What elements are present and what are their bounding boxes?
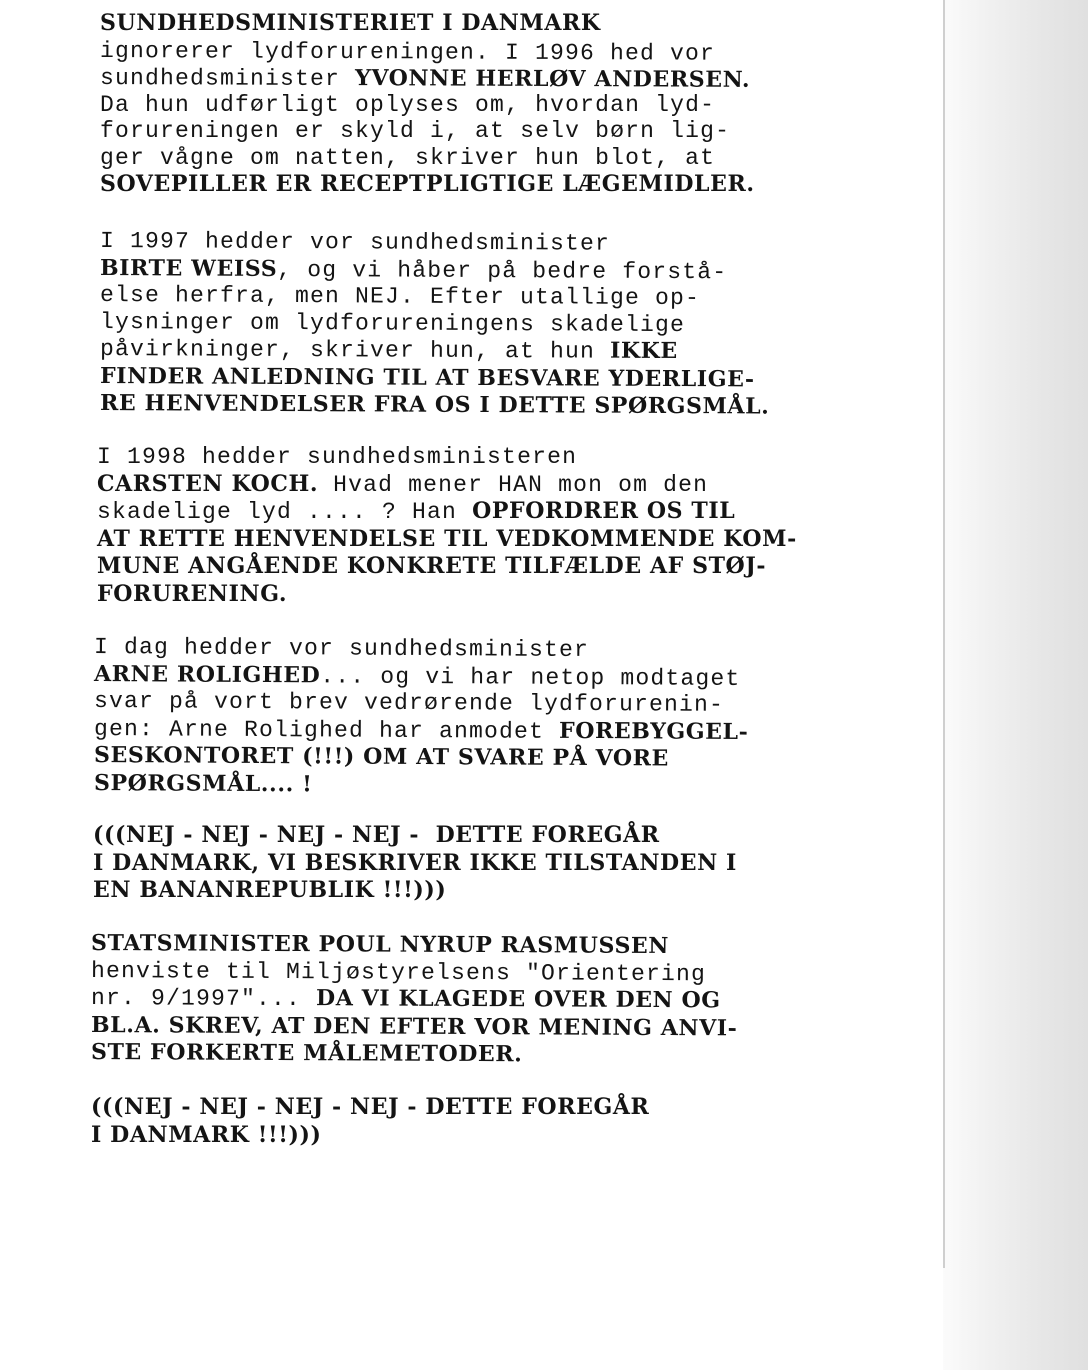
- bold-text-segment: (((NEJ - NEJ - NEJ - NEJ - DETTE FOREGÅR: [93, 822, 660, 848]
- text-line: [94, 688, 749, 718]
- text-segment: forureningen er skyld i, at selv børn lig-: [100, 118, 731, 144]
- text-line: [100, 145, 755, 172]
- scan-shadow: [943, 0, 1088, 1370]
- text-line: [97, 498, 797, 526]
- bold-text-segment: I DANMARK !!!))): [91, 1121, 322, 1148]
- text-line: [91, 958, 738, 988]
- bold-text-segment: (((NEJ - NEJ - NEJ - NEJ - DETTE FOREGÅR: [91, 1094, 650, 1120]
- text-line: [94, 634, 749, 664]
- bold-text-segment: OPFORDRER OS TIL: [472, 498, 736, 524]
- text-segment: gen: Arne Rolighed har anmodet: [93, 715, 560, 745]
- text-line: [100, 92, 755, 119]
- text-segment: I dag hedder vor sundhedsminister: [93, 634, 590, 664]
- bold-text-segment: SPØRGSMÅL.... !: [93, 769, 313, 797]
- paragraph-nej-banana-republic: [93, 822, 737, 905]
- text-line: [93, 877, 737, 905]
- text-line: [100, 255, 770, 286]
- paragraph-prime-minister: [91, 930, 737, 1067]
- text-segment: skadelige lyd .... ? Han: [97, 499, 473, 525]
- bold-text-segment: YVONNE HERLØV ANDERSEN.: [354, 65, 751, 93]
- text-line: [100, 38, 755, 67]
- text-line: [100, 118, 755, 145]
- text-segment: nr. 9/1997"...: [90, 985, 317, 1013]
- text-line: [91, 1039, 738, 1070]
- text-line: [91, 984, 738, 1015]
- text-line: [100, 171, 755, 199]
- text-line: [91, 1122, 649, 1150]
- text-segment: ... og vi har netop modtaget: [320, 662, 741, 692]
- bold-text-segment: FORURENING.: [97, 580, 288, 607]
- text-line: [100, 363, 770, 394]
- paragraph-1996-minister: [100, 10, 755, 199]
- bold-text-segment: EN BANANREPUBLIK !!!))): [93, 877, 447, 903]
- paragraph-1997-minister: [100, 228, 769, 418]
- text-line: [100, 228, 770, 258]
- text-line: [94, 715, 749, 746]
- text-line: [93, 822, 737, 850]
- bold-text-segment: BL.A. SKREV, AT DEN EFTER VOR MENING ANVI-: [90, 1011, 738, 1041]
- text-segment: henviste til Miljøstyrelsens "Orientering: [90, 957, 707, 987]
- text-segment: Da hun udførligt oplyses om, hvordan lyd-: [100, 91, 716, 118]
- bold-text-segment: ARNE ROLIGHED: [93, 660, 321, 688]
- text-segment: Hvad mener HAN mon om den: [318, 471, 709, 498]
- bold-text-segment: MUNE ANGÅENDE KONKRETE TILFÆLDE AF STØJ-: [97, 553, 767, 579]
- text-line: [94, 770, 749, 801]
- text-segment: I 1998 hedder sundhedsministeren: [97, 444, 578, 470]
- bold-text-segment: BIRTE WEISS: [99, 254, 278, 282]
- bold-text-segment: DA VI KLAGEDE OVER DEN OG: [315, 985, 721, 1014]
- paragraph-current-minister: [94, 634, 748, 797]
- bold-text-segment: I DANMARK, VI BESKRIVER IKKE TILSTANDEN I: [93, 849, 737, 876]
- text-segment: , og vi håber på bedre forstå-: [277, 256, 728, 285]
- text-line: [94, 742, 749, 773]
- bold-text-segment: FINDER ANLEDNING TIL AT BESVARE YDERLIGE-: [99, 362, 755, 392]
- bold-text-segment: AT RETTE HENVENDELSE TIL VEDKOMMENDE KOM-: [97, 525, 797, 552]
- bold-text-segment: SUNDHEDSMINISTERIET I DANMARK: [100, 10, 601, 36]
- text-segment: sundhedsminister: [99, 65, 356, 93]
- bold-text-segment: STE FORKERTE MÅLEMETODER.: [90, 1039, 523, 1068]
- text-line: [97, 526, 797, 554]
- paragraph-nej-closing: [91, 1094, 649, 1149]
- text-line: [91, 1012, 738, 1043]
- text-segment: påvirkninger, skriver hun, at hun: [99, 336, 611, 365]
- text-line: [100, 390, 770, 421]
- text-line: [97, 553, 797, 581]
- text-segment: ignorerer lydforureningen. I 1996 hed vor: [99, 37, 716, 67]
- bold-text-segment: IKKE: [610, 337, 678, 365]
- page-edge: [943, 0, 945, 1268]
- text-line: [100, 335, 770, 366]
- text-segment: lysninger om lydforureningens skadelige: [99, 308, 686, 338]
- bold-text-segment: SOVEPILLER ER RECEPTPLIGTIGE LÆGEMIDLER.: [100, 171, 755, 197]
- bold-text-segment: FOREBYGGEL-: [558, 717, 749, 745]
- bold-text-segment: RE HENVENDELSER FRA OS I DETTE SPØRGSMÅL.: [99, 390, 770, 420]
- paragraph-1998-minister: [97, 444, 797, 608]
- bold-text-segment: SESKONTORET (!!!) OM AT SVARE PÅ VORE: [93, 742, 669, 772]
- text-line: [97, 581, 797, 609]
- bold-text-segment: CARSTEN KOCH.: [97, 470, 319, 497]
- text-segment: svar på vort brev vedrørende lydforurenin-: [93, 688, 725, 718]
- text-line: [100, 309, 770, 339]
- text-line: [97, 471, 797, 499]
- text-line: [97, 444, 797, 471]
- text-line: [100, 10, 755, 38]
- text-segment: I 1997 hedder vor sundhedsminister: [99, 228, 611, 257]
- text-segment: ger vågne om natten, skriver hun blot, at: [100, 144, 716, 171]
- text-line: [91, 930, 738, 961]
- text-line: [94, 661, 749, 692]
- text-line: [100, 282, 770, 312]
- text-line: [91, 1094, 649, 1122]
- text-segment: else herfra, men NEJ. Efter utallige op-: [99, 282, 701, 312]
- text-line: [100, 64, 755, 94]
- bold-text-segment: STATSMINISTER POUL NYRUP RASMUSSEN: [90, 930, 670, 960]
- text-line: [93, 850, 737, 878]
